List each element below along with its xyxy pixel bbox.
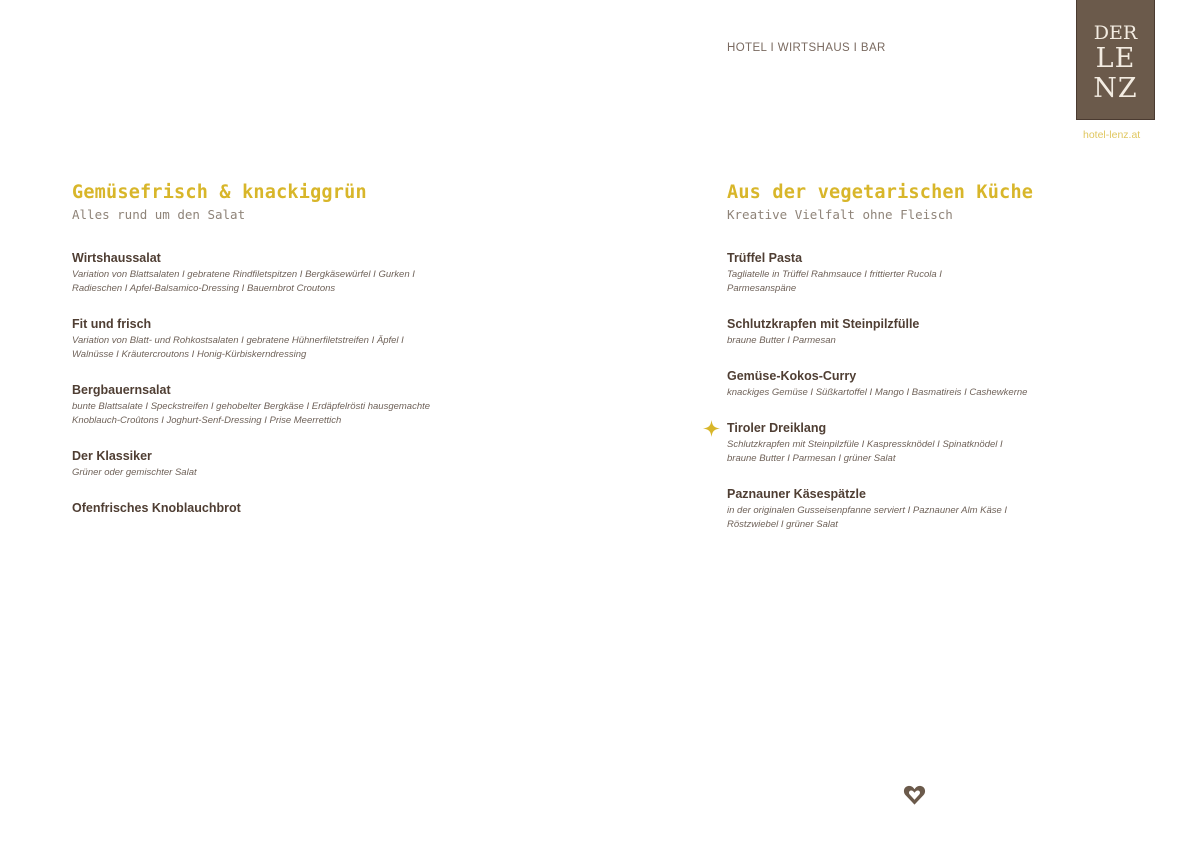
menu-item-description: in der originalen Gusseisenpfanne serviert I Paznauner Alm Käse I Röstzwiebel I grüner Salat [727,505,1008,530]
menu-item-description: Grüner oder gemischter Salat [72,467,197,478]
menu-item [72,449,492,480]
menu-item-description: Variation von Blattsalaten I gebratene Rindfiletspitzen I Bergkäsewürfel I Gurken I Radieschen I Apfel-Balsamico-Dressing I Bauernbrot Croutons [72,269,415,294]
hotel-tagline: HOTEL I WIRTSHAUS I BAR [727,42,886,54]
website-link[interactable]: hotel-lenz.at [1083,129,1141,141]
menu-item-name: Gemüse-Kokos-Curry [727,369,857,383]
logo-line-1: DER [1093,21,1138,44]
menu-item-name: Tiroler Dreiklang [727,421,827,435]
menu-item [727,369,1147,400]
heart-icon [903,783,926,807]
section-title: Gemüsefrisch & knackiggrün [72,182,367,203]
menu-item-name: Fit und frisch [72,317,152,331]
menu-item-name: Ofenfrisches Knoblauchbrot [72,501,241,515]
section-subtitle: Kreative Vielfalt ohne Fleisch [727,207,953,222]
menu-item [727,487,1147,532]
menu-item-name: Bergbauernsalat [72,383,171,397]
menu-item-recommended [727,421,1147,466]
menu-item-description: Variation von Blatt- und Rohkostsalaten I gebratene Hühnerfiletstreifen I Äpfel I Walnüsse I Kräutercroutons I Honig-Kürbiskerndressing [72,335,404,360]
logo-line-3: NZ [1093,72,1138,104]
section-title: Aus der vegetarischen Küche [727,182,1034,203]
menu-item-name: Der Klassiker [72,449,152,463]
star-icon [703,420,720,437]
menu-item-description: Tagliatelle in Trüffel Rahmsauce I frittierter Rucola I Parmesanspäne [727,269,942,294]
menu-item [727,317,1147,348]
menu-item [72,383,492,428]
menu-item-name: Paznauner Käsespätzle [727,487,866,501]
menu-item-name: Trüffel Pasta [727,251,803,265]
section-subtitle: Alles rund um den Salat [72,207,246,222]
menu-item-description: braune Butter I Parmesan [727,335,836,346]
menu-item-description: bunte Blattsalate I Speckstreifen I gehobelter Bergkäse I Erdäpfelrösti hausgemachte Knoblauch-Croûtons I Joghurt-Senf-Dressing I Prise Meerrettich [72,401,431,426]
menu-item-name: Wirtshaussalat [72,251,161,265]
vegetarian-section [727,180,1147,553]
menu-item [72,501,492,516]
menu-item [72,317,492,362]
menu-item-name: Schlutzkrapfen mit Steinpilzfülle [727,317,920,331]
salad-section [72,180,492,537]
menu-item-description: knackiges Gemüse I Süßkartoffel I Mango I Basmatireis I Cashewkerne [727,387,1028,398]
menu-item [727,251,1147,296]
logo-line-2: LE [1095,42,1136,74]
der-lenz-logo [1076,0,1155,120]
menu-item [72,251,492,296]
menu-item-description: Schlutzkrapfen mit Steinpilzfüle I Kaspressknödel I Spinatknödel I braune Butter I Parmesan I grüner Salat [727,439,1003,464]
